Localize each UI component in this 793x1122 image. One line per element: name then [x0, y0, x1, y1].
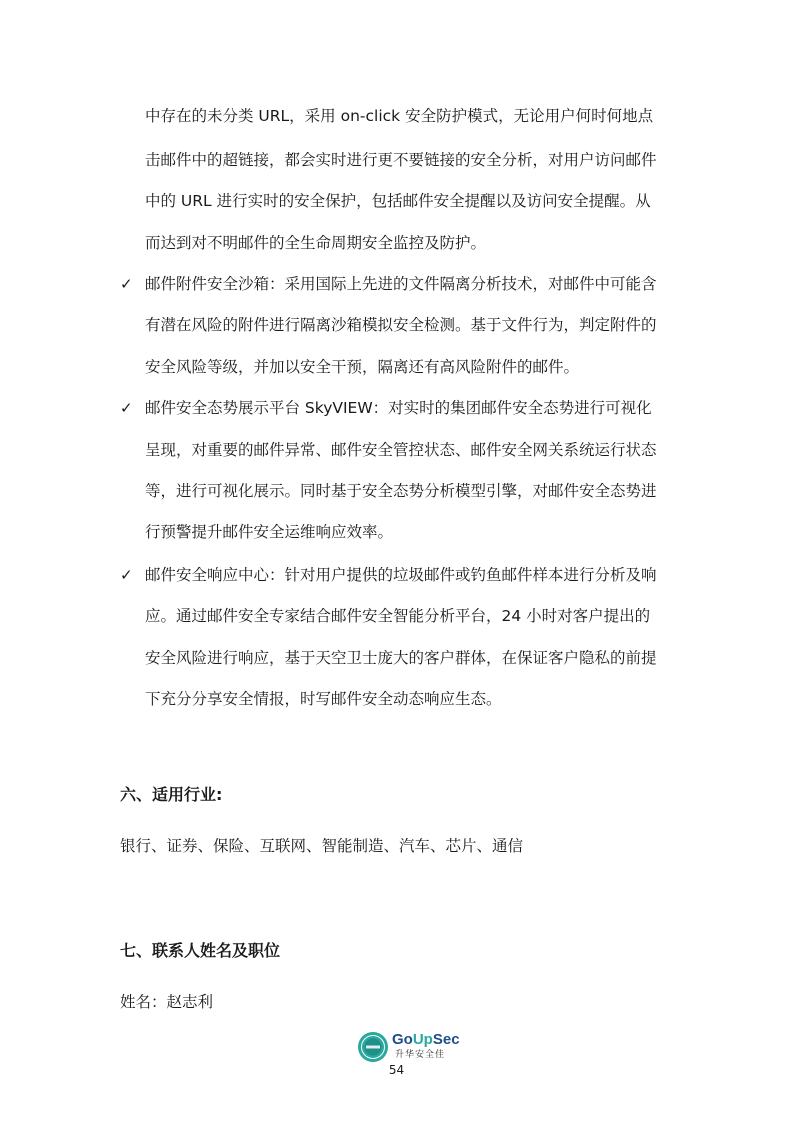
body-line: 呈现，对重要的邮件异常、邮件安全管控状态、邮件安全网关系统运行状态	[145, 441, 657, 459]
body-line: 而达到对不明邮件的全生命周期安全监控及防护。	[145, 234, 487, 252]
page-number: 54	[388, 1063, 405, 1077]
bullet-item-attachment-sandbox: 邮件附件安全沙箱：采用国际上先进的文件隔离分析技术，对邮件中可能含	[145, 275, 657, 293]
body-line: 中存在的未分类 URL，采用 on-click 安全防护模式，无论用户何时何地点	[145, 107, 654, 125]
body-line: 应。通过邮件安全专家结合邮件安全智能分析平台，24 小时对客户提出的	[145, 607, 651, 625]
check-icon: ✓	[120, 566, 133, 584]
bullet-item-skyview: 邮件安全态势展示平台 SkyVIEW：对实时的集团邮件安全态势进行可视化	[145, 399, 652, 417]
body-line: 安全风险等级，并加以安全干预，隔离还有高风险附件的邮件。	[145, 358, 580, 376]
section-heading-contact: 七、联系人姓名及职位	[120, 941, 281, 960]
body-line: 击邮件中的超链接，都会实时进行更不要链接的安全分析，对用户访问邮件	[145, 151, 657, 169]
body-line: 下充分分享安全情报，时写邮件安全动态响应生态。	[145, 690, 502, 708]
body-line: 中的 URL 进行实时的安全保护，包括邮件安全提醒以及访问安全提醒。从	[145, 192, 651, 210]
check-icon: ✓	[120, 275, 133, 293]
check-icon: ✓	[120, 399, 133, 417]
bullet-item-response-center: 邮件安全响应中心：针对用户提供的垃圾邮件或钓鱼邮件样本进行分析及响	[145, 566, 657, 584]
brand-name: GoUpSec	[392, 1031, 460, 1048]
goupsec-logo	[357, 1030, 460, 1064]
body-line: 有潜在风险的附件进行隔离沙箱模拟安全检测。基于文件行为，判定附件的	[145, 316, 657, 334]
industries-text: 银行、证券、保险、互联网、智能制造、汽车、芯片、通信	[120, 837, 524, 855]
seal-icon	[357, 1031, 389, 1063]
brand-subtitle: 升华安全佳	[395, 1050, 446, 1060]
contact-name: 姓名：赵志利	[120, 993, 214, 1011]
body-line: 行预警提升邮件安全运维响应效率。	[145, 523, 394, 541]
section-heading-industries: 六、适用行业:	[120, 785, 223, 804]
body-line: 等，进行可视化展示。同时基于安全态势分析模型引擎，对邮件安全态势进	[145, 482, 657, 500]
body-line: 安全风险进行响应，基于天空卫士庞大的客户群体，在保证客户隐私的前提	[145, 649, 657, 667]
